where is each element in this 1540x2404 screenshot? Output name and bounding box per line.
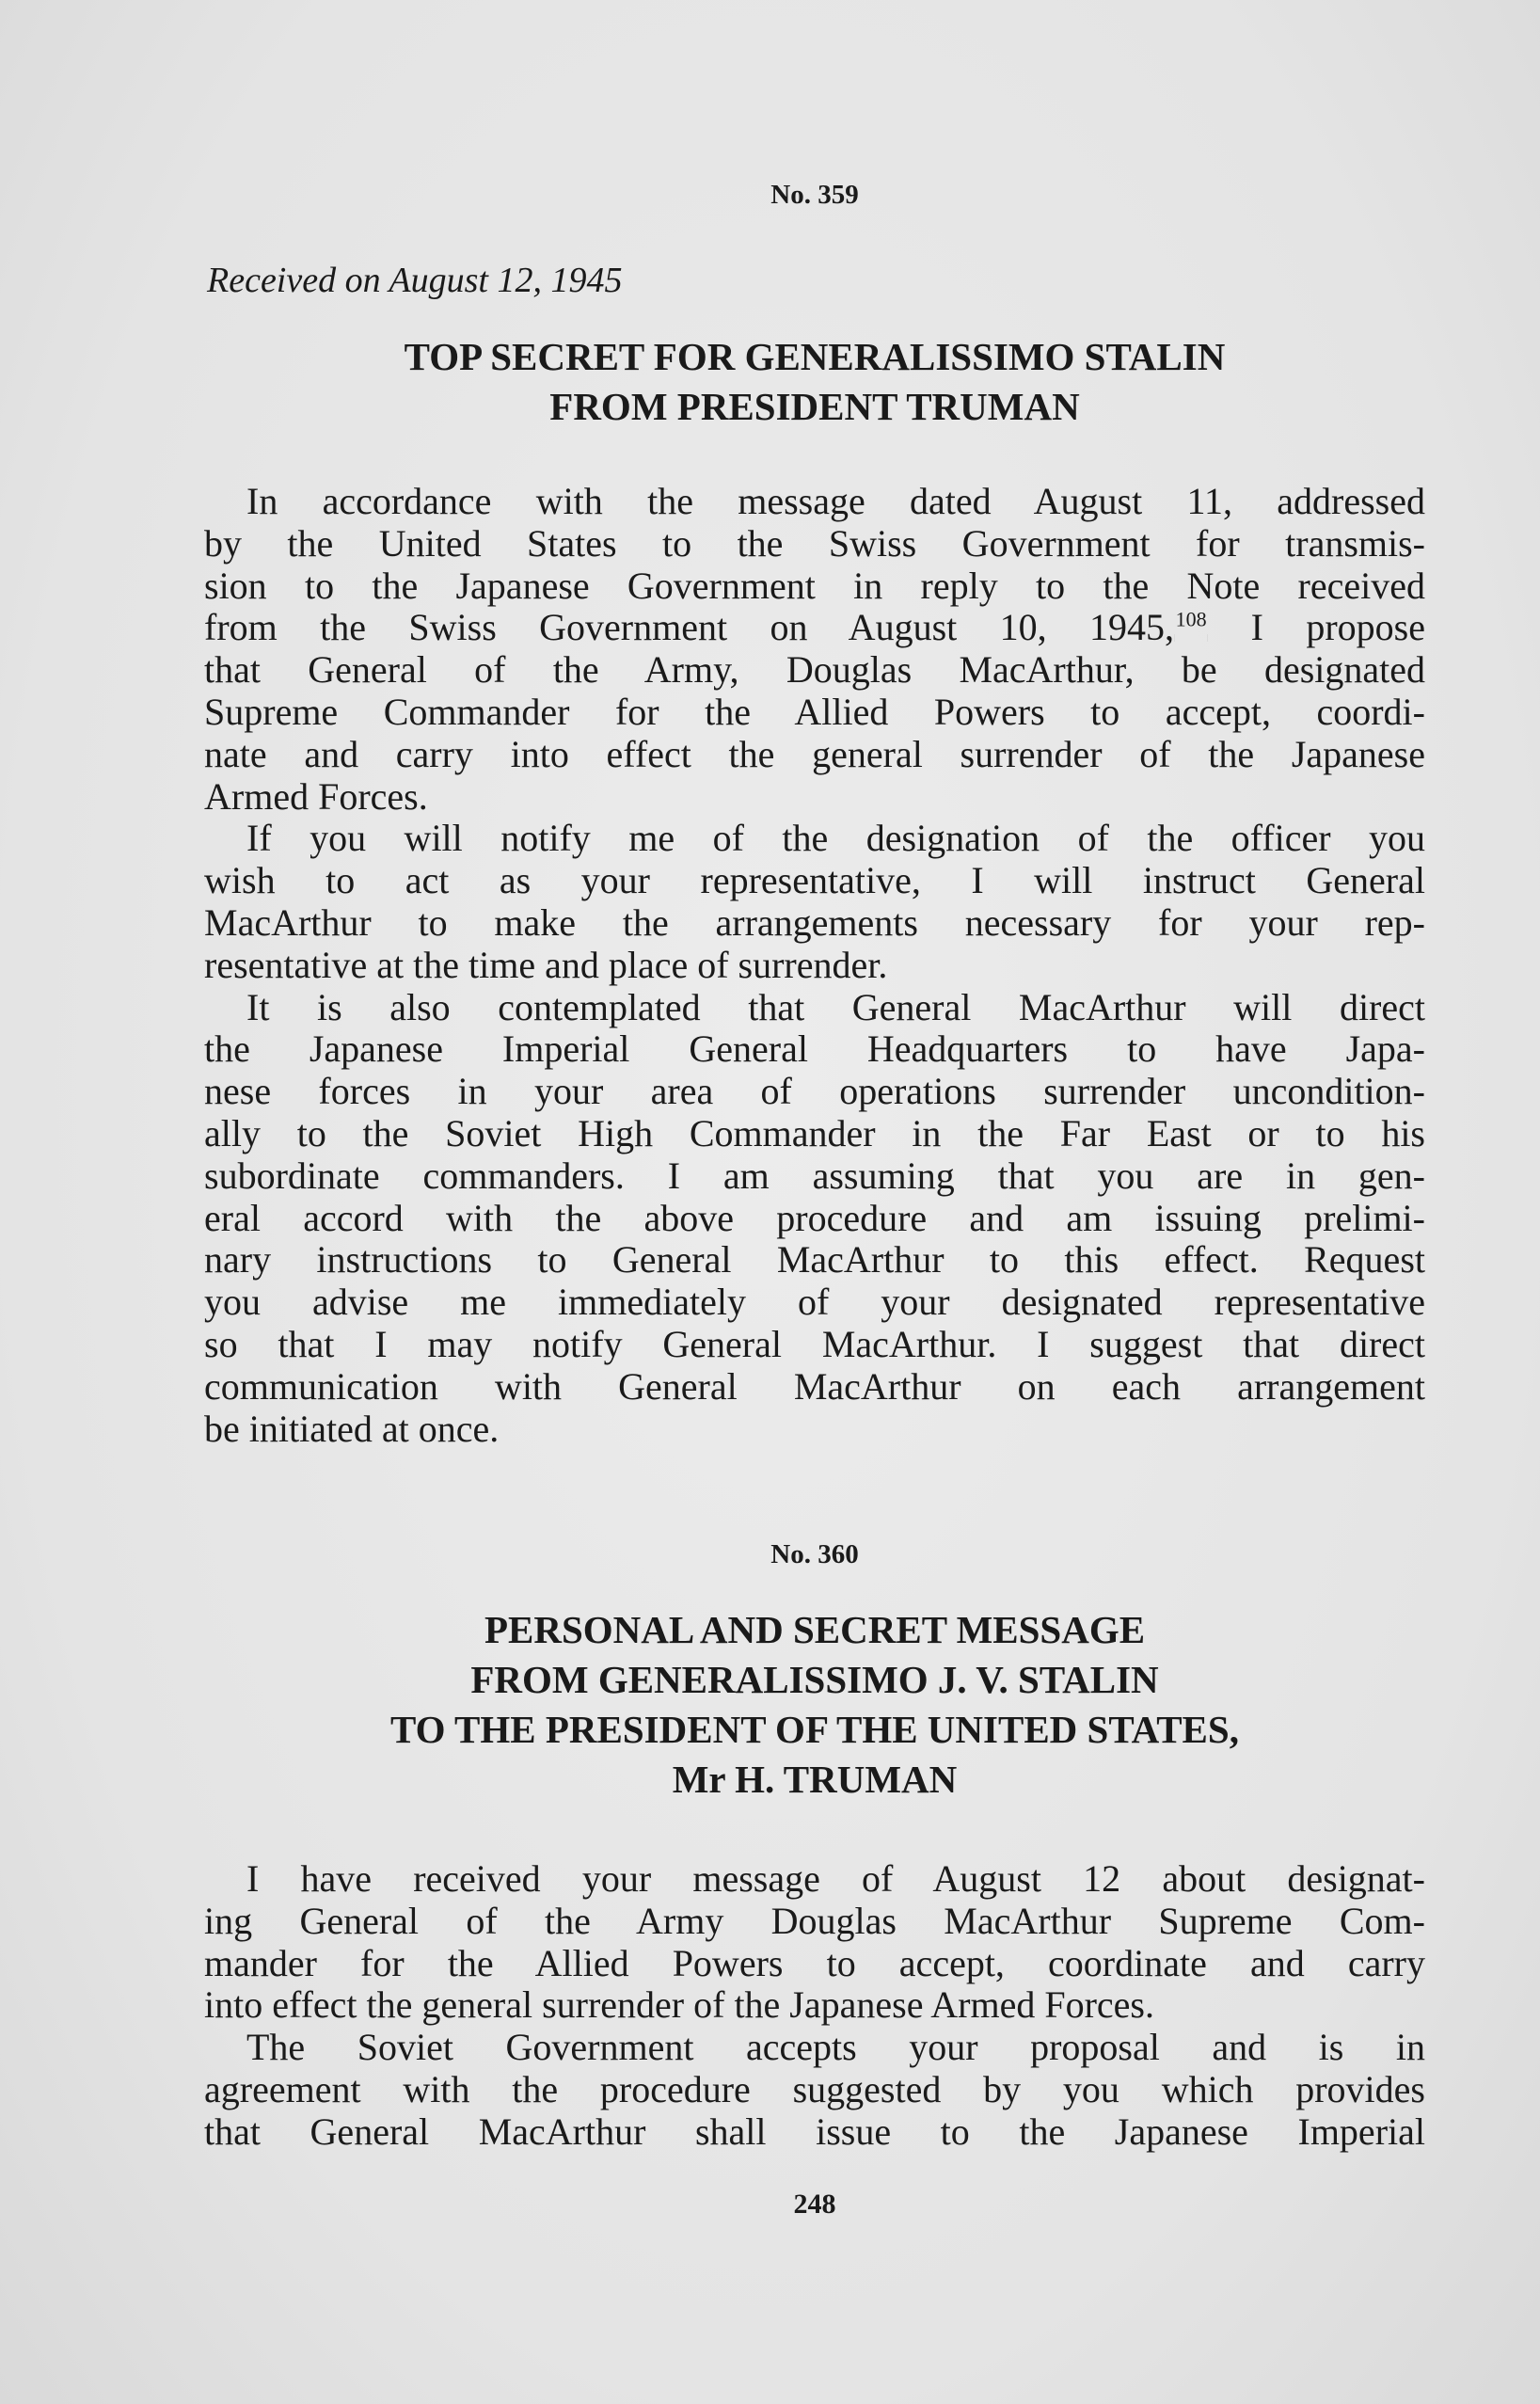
text-line: so that I may notify General MacArthur. I suggest that direct <box>204 1322 1425 1365</box>
text-line: resentative at the time and place of surrender. <box>204 943 888 986</box>
text-line: nate and carry into effect the general surrender of the Japanese <box>204 732 1425 775</box>
paragraph <box>204 2027 1425 2153</box>
text-line: The Soviet Government accepts your proposal and is in <box>246 2026 1425 2069</box>
text-line: you advise me immediately of your designated representative <box>204 1281 1425 1324</box>
text-line: I have received your message of August 12 about designat- <box>246 1857 1425 1900</box>
text-line: be initiated at once. <box>204 1407 500 1450</box>
title-line: FROM PRESIDENT TRUMAN <box>549 385 1080 428</box>
footnote-delimiter: | <box>1174 633 1176 643</box>
text-line: nary instructions to General MacArthur to this effect. Request <box>204 1238 1425 1282</box>
footnote-reference: 108 <box>1175 608 1207 632</box>
document-number-359: No. 359 <box>770 180 859 210</box>
text-line: the Japanese Imperial General Headquarters to have Japa- <box>204 1027 1425 1071</box>
document-number-360: No. 360 <box>770 1539 859 1569</box>
message-body-360 <box>204 1858 1425 2154</box>
received-date: Received on August 12, 1945 <box>207 261 623 300</box>
document-title-360 <box>204 1605 1425 1805</box>
paragraph <box>204 818 1425 986</box>
footnote-delimiter: | <box>1206 633 1209 643</box>
message-body-359 <box>204 481 1425 1450</box>
text-line: nese forces in your area of operations surrender uncondition- <box>204 1070 1425 1113</box>
text-line: It is also contemplated that General MacArthur will direct <box>246 985 1425 1028</box>
text-line: MacArthur to make the arrangements necessary for your rep- <box>204 900 1425 944</box>
text-line: from the Swiss Government on August 10, $1945,|^{108}|$ I propose <box>204 606 1425 649</box>
text-line: mander for the Allied Powers to accept, coordinate and carry <box>204 1941 1425 1984</box>
title-line: Mr H. TRUMAN <box>672 1758 958 1801</box>
text-line: ally to the Soviet High Commander in the Far East or to his <box>204 1111 1425 1154</box>
title-line: PERSONAL AND SECRET MESSAGE <box>484 1608 1146 1651</box>
text-line: Supreme Commander for the Allied Powers to accept, coordi- <box>204 690 1425 733</box>
document-title-359 <box>204 332 1425 432</box>
paragraph <box>204 481 1425 818</box>
title-line: TO THE PRESIDENT OF THE UNITED STATES, <box>390 1708 1239 1751</box>
text-line: If you will notify me of the designation of the officer you <box>246 817 1425 860</box>
text-line: by the United States to the Swiss Government for transmis- <box>204 521 1425 565</box>
text-line: subordinate commanders. I am assuming that you are in gen- <box>204 1154 1425 1197</box>
text-line: into effect the general surrender of the Japanese Armed Forces. <box>204 1983 1154 2027</box>
text-line: that General of the Army, Douglas MacArthur, be designated <box>204 648 1425 692</box>
page-number: 248 <box>793 2189 836 2220</box>
text-line: In accordance with the message dated August 11, addressed <box>246 480 1425 522</box>
text-line: that General MacArthur shall issue to the Japanese Imperial <box>204 2109 1425 2153</box>
text-line: wish to act as your representative, I will instruct General <box>204 859 1425 902</box>
paragraph <box>204 1858 1425 2027</box>
paragraph <box>204 987 1425 1451</box>
text-line: sion to the Japanese Government in reply to the Note received <box>204 564 1425 607</box>
text-line: Armed Forces. <box>204 774 428 818</box>
title-line: TOP SECRET FOR GENERALISSIMO STALIN <box>404 335 1226 378</box>
text-line: communication with General MacArthur on each arrangement <box>204 1364 1425 1408</box>
text-line: agreement with the procedure suggested by you which provides <box>204 2067 1425 2110</box>
text-line: eral accord with the above procedure and am issuing prelimi- <box>204 1196 1425 1239</box>
title-line: FROM GENERALISSIMO J. V. STALIN <box>470 1658 1159 1701</box>
text-line: ing General of the Army Douglas MacArthur Supreme Com- <box>204 1899 1425 1942</box>
